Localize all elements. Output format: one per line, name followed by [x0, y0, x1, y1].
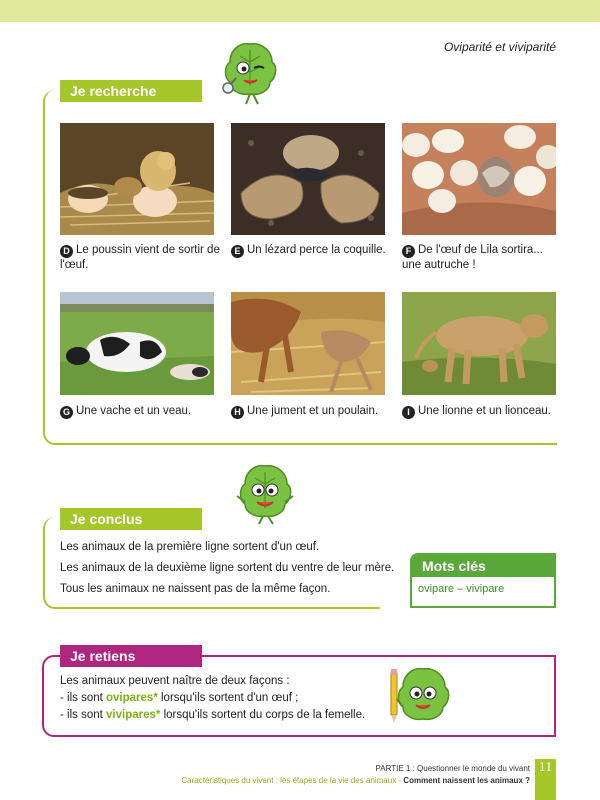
mascot-pencil-icon — [385, 663, 453, 731]
conclus-line-2: Les animaux de la deuxième ligne sortent du ventre de leur mère. — [60, 562, 395, 574]
keyword-ovipares: ovipares* — [106, 692, 158, 704]
retiens-line-3 — [60, 709, 365, 721]
caption-I-text: Une lionne et un lionceau. — [418, 405, 551, 417]
letter-badge-D: D — [60, 245, 73, 258]
page-number: 11 — [535, 759, 556, 800]
conclus-line-1: Les animaux de la première ligne sortent d'un œuf. — [60, 541, 320, 553]
ostrich-eggs-photo — [402, 123, 556, 235]
caption-E-text: Un lézard perce la coquille. — [247, 244, 386, 256]
caption-I — [402, 404, 556, 419]
letter-badge-F: F — [402, 245, 415, 258]
caption-F-text: De l'œuf de Lila sortira... une autruche ! — [402, 244, 543, 271]
footer-partie: PARTIE 1 : Questionner le monde du vivant — [375, 764, 530, 773]
lioness-cub-photo — [402, 292, 556, 395]
retiens-line-1: Les animaux peuvent naître de deux façons : — [60, 675, 290, 687]
recherche-label: Je recherche — [60, 80, 202, 102]
mots-cles-box — [410, 553, 556, 608]
caption-F — [402, 243, 552, 273]
footer-chapter — [181, 776, 530, 785]
retiens-line-3-pre: - ils sont — [60, 709, 107, 721]
footer-chapter-question: Comment naissent les animaux ? — [403, 776, 530, 785]
conclus-label: Je conclus — [60, 508, 202, 530]
retiens-line-3-post: lorsqu'ils sortent du corps de la femelle. — [160, 709, 366, 721]
letter-badge-I: I — [402, 406, 415, 419]
retiens-line-2-post: lorsqu'ils sortent d'un œuf ; — [157, 692, 299, 704]
lizard-hatching-photo — [231, 123, 385, 235]
caption-H — [231, 404, 391, 419]
caption-D — [60, 243, 220, 273]
keyword-vivipares: vivipares* — [106, 709, 161, 721]
retiens-label: Je retiens — [60, 645, 202, 667]
caption-G — [60, 404, 220, 419]
letter-badge-G: G — [60, 406, 73, 419]
letter-badge-H: H — [231, 406, 244, 419]
top-band — [0, 0, 600, 22]
caption-D-text: Le poussin vient de sortir de l'œuf. — [60, 244, 220, 271]
cow-calf-photo — [60, 292, 214, 395]
mots-cles-text: ovipare – vivipare — [418, 583, 505, 595]
mots-cles-label: Mots clés — [412, 555, 554, 577]
page-title: Oviparité et viviparité — [443, 40, 556, 54]
retiens-line-2-pre: - ils sont — [60, 692, 107, 704]
caption-E — [231, 243, 391, 258]
caption-H-text: Une jument et un poulain. — [247, 405, 379, 417]
chick-hatching-photo — [60, 123, 214, 235]
mare-foal-photo — [231, 292, 385, 395]
retiens-line-2 — [60, 692, 298, 704]
caption-G-text: Une vache et un veau. — [76, 405, 192, 417]
conclus-line-3: Tous les animaux ne naissent pas de la même façon. — [60, 583, 331, 595]
footer-chapter-topic: Caractéristiques du vivant : les étapes de la vie des animaux - — [181, 776, 404, 785]
letter-badge-E: E — [231, 245, 244, 258]
